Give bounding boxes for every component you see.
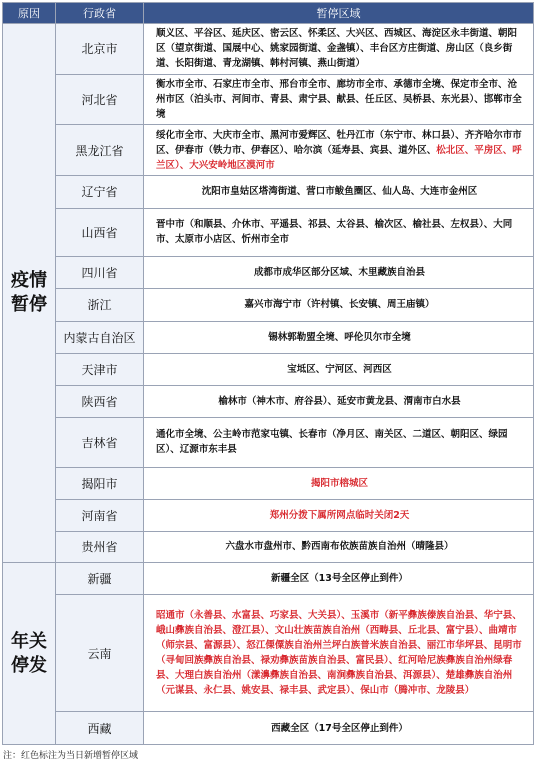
area-cell <box>144 712 534 745</box>
area-cell <box>144 125 534 176</box>
table-row <box>3 24 534 75</box>
table-row <box>3 468 534 500</box>
header-area: 暂停区域 <box>144 3 534 24</box>
area-text: 宝坻区、宁河区、河西区 <box>287 364 392 376</box>
area-cell <box>144 74 534 125</box>
area-cell <box>144 417 534 468</box>
province-cell: 四川省 <box>56 257 144 289</box>
area-text: 西藏全区（17号全区停止到件） <box>271 722 408 734</box>
province-cell: 贵州省 <box>56 531 144 563</box>
area-cell <box>144 563 534 595</box>
table-row <box>3 594 534 711</box>
area-cell <box>144 208 534 257</box>
province-cell: 河北省 <box>56 74 144 125</box>
area-text-new: 松北区、平房区、呼兰区）、大兴安岭地区漠河市 <box>156 144 522 171</box>
suspension-table <box>2 2 534 745</box>
area-text: 绥化市全市、大庆市全市、黑河市爱辉区、牡丹江市（东宁市、林口县）、齐齐哈尔市市区、伊春市（铁力市、伊春区）、哈尔滨（延寿县、宾县、道外区、 <box>156 129 522 156</box>
group-label: 疫情 暂停 <box>3 24 56 563</box>
header-province: 行政省 <box>56 3 144 24</box>
table-row <box>3 321 534 354</box>
area-cell <box>144 531 534 563</box>
area-cell <box>144 468 534 500</box>
area-cell <box>144 321 534 354</box>
group-label: 年关 停发 <box>3 563 56 745</box>
area-text: 新疆全区（13号全区停止到件） <box>271 573 408 585</box>
table-row <box>3 385 534 417</box>
table-row <box>3 417 534 468</box>
area-text: 通化市全境、公主岭市范家屯镇、长春市（净月区、南关区、二道区、朝阳区、绿园区）、辽源市东丰县 <box>156 429 508 456</box>
table-row <box>3 175 534 208</box>
table-row <box>3 563 534 595</box>
area-text: 嘉兴市海宁市（许村镇、长安镇、周王庙镇） <box>244 299 435 311</box>
province-cell: 云南 <box>56 594 144 711</box>
area-text: 锡林郭勒盟全境、呼伦贝尔市全境 <box>268 331 411 343</box>
table-row <box>3 257 534 289</box>
footnote: 注：红色标注为当日新增暂停区域 <box>3 751 139 761</box>
area-cell <box>144 288 534 321</box>
area-text: 六盘水市盘州市、黔西南布依族苗族自治州（晴隆县） <box>225 541 454 553</box>
table-row <box>3 712 534 745</box>
area-text: 成都市成华区部分区域、木里藏族自治县 <box>253 267 425 279</box>
area-cell <box>144 175 534 208</box>
province-cell: 黑龙江省 <box>56 125 144 176</box>
area-cell <box>144 24 534 75</box>
area-cell <box>144 499 534 531</box>
table-row <box>3 288 534 321</box>
province-cell: 吉林省 <box>56 417 144 468</box>
area-text-new: 昭通市（永善县、水富县、巧家县、大关县）、玉溪市（新平彝族傣族自治县、华宁县、峨山彝族自治县、澄江县）、文山壮族苗族自治州（西畴县、丘北县、富宁县）、曲靖市（师宗县、富源县）、怒江傈僳族自治州兰坪白族普米族自治县、丽江市华坪县、昆明市（寻甸回族彝族自治县、禄劝彝族苗族自治县、富民县）、红河哈尼族彝族自治州绿春县、大理白族自治州（漾濞彝族自治县、南涧彝族自治县、洱源县）、楚雄彝族自治州（元谋县、永仁县、姚安县、禄丰县、武定县）、保山市（腾冲市、龙陵县） <box>156 610 522 696</box>
province-cell: 西藏 <box>56 712 144 745</box>
table-header-row <box>3 3 534 24</box>
header-reason: 原因 <box>3 3 56 24</box>
area-cell <box>144 385 534 417</box>
table-body <box>3 24 534 745</box>
province-cell: 山西省 <box>56 208 144 257</box>
table-row <box>3 531 534 563</box>
area-text: 沈阳市皇姑区塔湾街道、营口市鲅鱼圈区、仙人岛、大连市金州区 <box>201 186 478 198</box>
area-text-new: 郑州分拨下属所网点临时关闭2天 <box>269 509 410 521</box>
area-cell <box>144 594 534 711</box>
province-cell: 内蒙古自治区 <box>56 321 144 354</box>
area-text: 顺义区、平谷区、延庆区、密云区、怀柔区、大兴区、西城区、海淀区永丰街道、朝阳区（望京街道、国展中心、姚家园街道、金盏镇）、丰台区方庄街道、房山区（良乡街道、长阳街道、青龙湖镇、韩村河镇、燕山街道） <box>156 28 518 70</box>
province-cell: 揭阳市 <box>56 468 144 500</box>
table-row <box>3 499 534 531</box>
province-cell: 新疆 <box>56 563 144 595</box>
table-row <box>3 125 534 176</box>
province-cell: 陕西省 <box>56 385 144 417</box>
table-row <box>3 208 534 257</box>
province-cell: 北京市 <box>56 24 144 75</box>
table-row <box>3 354 534 386</box>
area-text: 晋中市（和顺县、介休市、平遥县、祁县、太谷县、榆次区、榆社县、左权县）、大同市、太原市小店区、忻州市全市 <box>156 219 513 246</box>
province-cell: 辽宁省 <box>56 175 144 208</box>
province-cell: 浙江 <box>56 288 144 321</box>
area-cell <box>144 354 534 386</box>
area-text: 榆林市（神木市、府谷县）、延安市黄龙县、渭南市白水县 <box>218 395 461 407</box>
province-cell: 河南省 <box>56 499 144 531</box>
province-cell: 天津市 <box>56 354 144 386</box>
area-cell <box>144 257 534 289</box>
table-row <box>3 74 534 125</box>
area-text-new: 揭阳市榕城区 <box>310 478 368 490</box>
area-text: 衡水市全市、石家庄市全市、邢台市全市、廊坊市全市、承德市全境、保定市全市、沧州市区（泊头市、河间市、青县、肃宁县、献县、任丘区、吴桥县、东光县）、邯郸市全境 <box>156 78 522 120</box>
